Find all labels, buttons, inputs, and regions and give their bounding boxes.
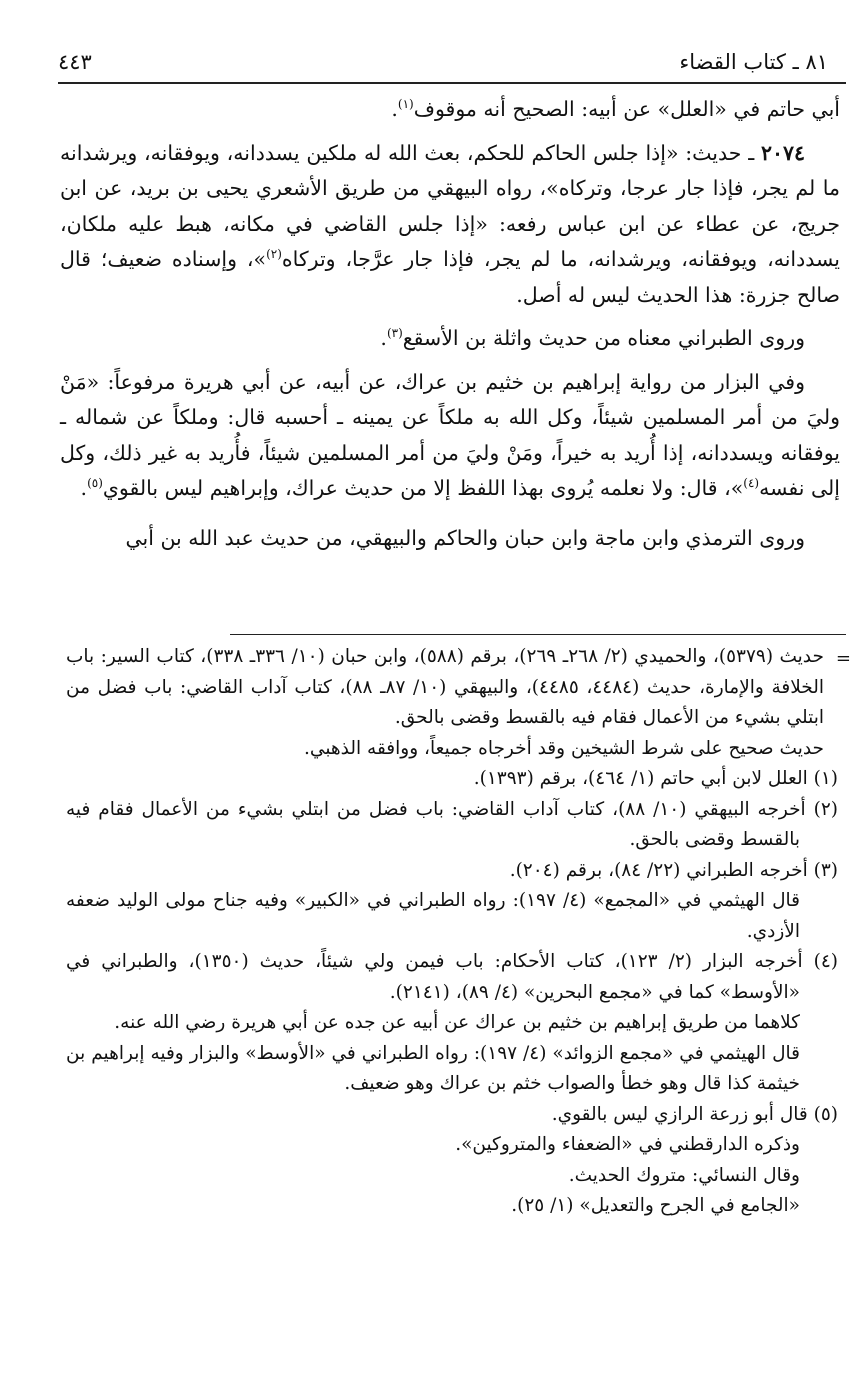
footnote-ref-1: (١)	[397, 97, 414, 112]
footnote-4-note-b: قال الهيثمي في «مجمع الزوائد» (٤/ ١٩٧): رواه الطبراني في «الأوسط» والبزار وفيه إبراهيم بن خيثمة كذا قال وهو خطأ والصواب خثم بن عراك وهو ضعيف.	[66, 1042, 800, 1094]
footnote-rule	[230, 634, 846, 635]
footnote-3-note: قال الهيثمي في «المجمع» (٤/ ١٩٧): رواه الطبراني في «الكبير» وفيه جناح مولى الوليد ضعفه الأزدي.	[66, 890, 800, 942]
footnote-5-note-c: «الجامع في الجرح والتعديل» (١/ ٢٥).	[511, 1195, 800, 1216]
footnote-4-note-a: كلاهما من طريق إبراهيم بن خثيم بن عراك عن أبيه عن جده عن أبي هريرة رضي الله عنه.	[114, 1012, 800, 1033]
paragraph-1	[60, 92, 840, 128]
footnote-5-note-a: وذكره الدارقطني في «الضعفاء والمتروكين».	[455, 1134, 800, 1155]
footnotes	[66, 642, 838, 1222]
footnote-continuation-2: حديث صحيح على شرط الشيخين وقد أخرجاه جميعاً، ووافقه الذهبي.	[304, 737, 824, 759]
running-header	[58, 42, 828, 82]
paragraph-3	[60, 321, 840, 357]
paragraph-5: وروى الترمذي وابن ماجة وابن حبان والحاكم والبيهقي، من حديث عبد الله بن أبي	[125, 525, 805, 550]
continuation-mark: =	[835, 648, 851, 669]
footnote-2: (٢) أخرجه البيهقي (١٠/ ٨٨)، كتاب آداب القاضي: باب فضل من ابتلي بشيء من الأعمال فقام فيه بالقسط وقضى بالحق.	[66, 798, 838, 850]
paragraph-4-text: وفي البزار من رواية إبراهيم بن خثيم بن عراك، عن أبيه، عن أبي هريرة مرفوعاً: «مَنْ وليَ من أمر المسلمين شيئاً، وكل الله به ملكاً عن يمينه ـ أحسبه قال: وملكاً عن شماله ـ يوفقانه ويسددانه، إذا أُريد به خيراً، ومَنْ وليَ من أمر المسلمين شيئاً، فأُريد به غير ذلك، وكل إلى نفسه	[60, 369, 840, 500]
paragraph-3-text: وروى الطبراني معناه من حديث واثلة بن الأسقع	[402, 326, 805, 350]
hadith-number: ٢٠٧٤	[760, 140, 805, 165]
footnote-1: (١) العلل لابن أبي حاتم (١/ ٤٦٤)، برقم (١٣٩٣).	[473, 768, 838, 789]
paragraph-hadith-2074	[60, 136, 840, 314]
footnote-5: (٥) قال أبو زرعة الرازي ليس بالقوي.	[551, 1103, 838, 1125]
paragraph-1-end: .	[391, 97, 398, 121]
header-rule	[58, 82, 846, 84]
paragraph-4-end: .	[80, 476, 88, 500]
paragraph-2-end: »، وإسناده ضعيف؛ قال صالح جزرة: هذا الحديث ليس له أصل.	[60, 247, 840, 307]
footnote-continuation-1: حديث (٥٣٧٩)، والحميدي (٢/ ٢٦٨ـ ٢٦٩)، برقم (٥٨٨)، وابن حبان (١٠/ ٣٣٦ـ ٣٣٨)، كتاب السير: باب الخلافة والإمارة، حديث (٤٤٨٤، ٤٤٨٥)، والبيهقي (١٠/ ٨٧ـ ٨٨)، كتاب آداب القاضي: باب فضل من ابتلي بشيء من الأعمال فقام فيه بالقسط وقضى بالحق.	[66, 646, 824, 728]
page-number: ٤٤٣	[58, 50, 92, 74]
paragraph-1-text: أبي حاتم في «العلل» عن أبيه: الصحيح أنه موقوف	[413, 97, 840, 121]
paragraph-4-mid: »، قال: ولا نعلمه يُروى بهذا اللفظ إلا من حديث عراك، وإبراهيم ليس بالقوي	[102, 476, 744, 500]
paragraph-4	[60, 365, 840, 507]
footnote-ref-4: (٤)	[743, 476, 760, 491]
footnote-3: (٣) أخرجه الطبراني (٢٢/ ٨٤)، برقم (٢٠٤).	[509, 859, 838, 881]
footnote-ref-3: (٣)	[386, 326, 403, 341]
footnote-5-note-b: وقال النسائي: متروك الحديث.	[568, 1164, 800, 1186]
paragraph-3-end: .	[380, 326, 387, 350]
main-text	[60, 92, 840, 556]
footnote-ref-5: (٥)	[87, 476, 103, 491]
running-title: ٨١ ـ كتاب القضاء	[679, 50, 828, 74]
footnote-ref-2: (٢)	[266, 247, 282, 262]
footnote-4: (٤) أخرجه البزار (٢/ ١٢٣)، كتاب الأحكام: باب فيمن ولي شيئاً، حديث (١٣٥٠)، والطبراني في «الأوسط» كما في «مجمع البحرين» (٤/ ٨٩)، (٢١٤١).	[66, 951, 838, 1003]
paragraph-2-text: ـ حديث: «إذا جلس الحاكم للحكم، بعث الله له ملكين يسددانه، ويوفقانه، ويرشدانه ما لم يجر، فإذا جار عرجا، وتركاه»، رواه البيهقي من طريق الأشعري يحيى بن بريد، عن ابن جريج، عن عطاء عن ابن عباس رفعه: «إذا جلس القاضي في مكانه، هبط عليه ملكان، يسددانه، ويوفقانه، ويرشدانه، ما لم يجر، فإذا جار عرَّجا، وتركاه	[60, 140, 840, 271]
